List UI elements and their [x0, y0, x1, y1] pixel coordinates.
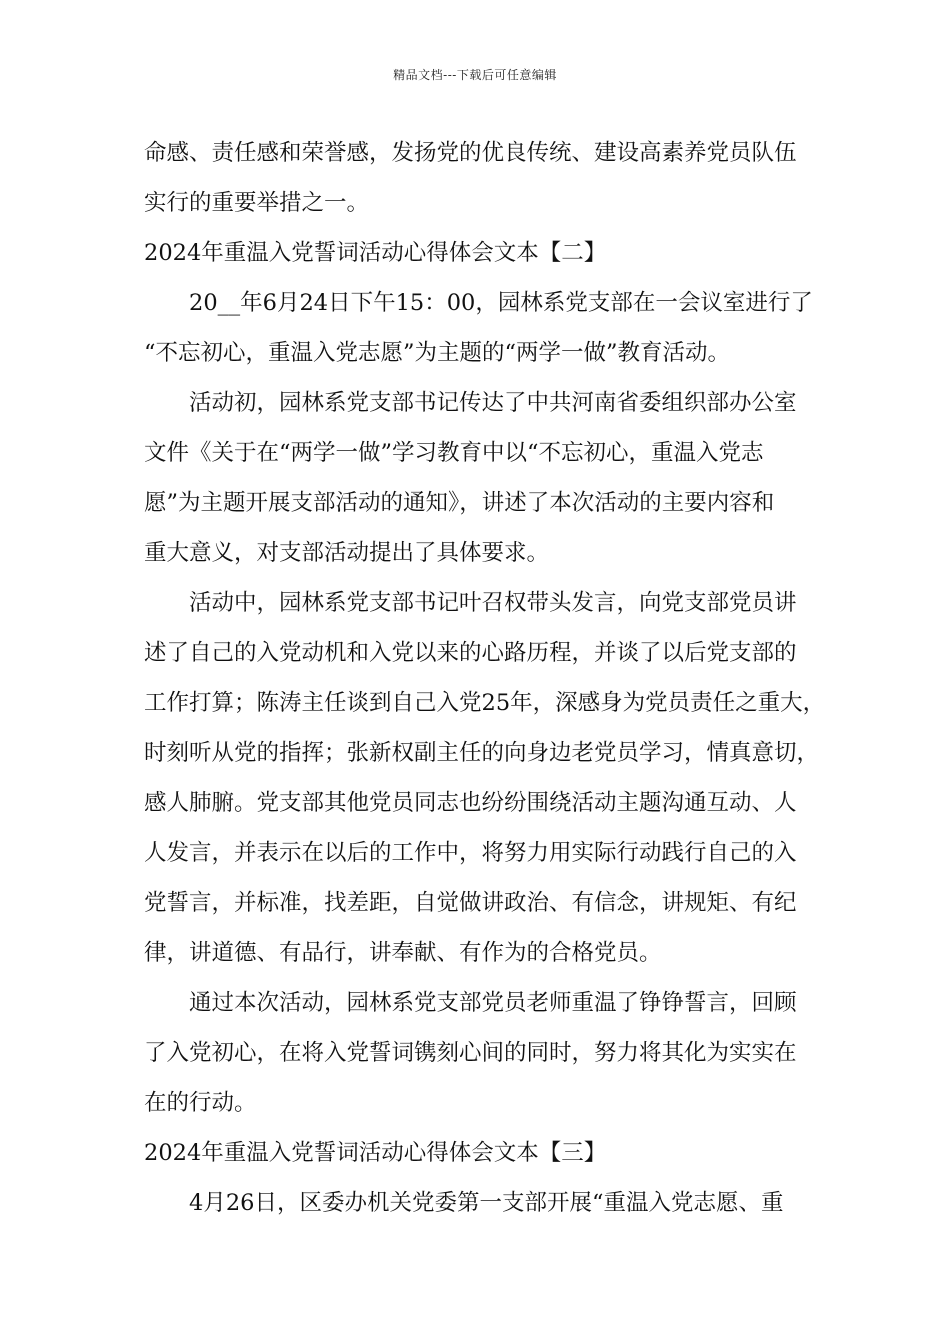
paragraph-conclusion: [144, 978, 809, 1128]
text-line: “不忘初心，重温入党志愿”为主题的“两学一做”教育活动。: [144, 340, 731, 366]
heading-text: 2024年重温入党誓词活动心得体会文本【三】: [144, 1140, 607, 1166]
section-heading-3: [144, 1128, 809, 1178]
section-heading-2: [144, 228, 809, 278]
text-line: 人发言，并表示在以后的工作中，将努力用实际行动践行自己的入: [144, 840, 797, 866]
text-line: 通过本次活动，园林系党支部党员老师重温了铮铮誓言，回顾: [189, 990, 797, 1016]
text-line: 工作打算；陈涛主任谈到自己入党25年，深感身为党员责任之重大，: [144, 690, 826, 716]
text-line: 文件《关于在“两学一做”学习教育中以“不忘初心，重温入党志: [144, 440, 764, 466]
text-line: 实行的重要举措之一。: [144, 190, 370, 216]
paragraph-continued: [144, 128, 809, 228]
paragraph-section-3-start: [144, 1178, 809, 1228]
text-line: 党誓言，并标准，找差距，自觉做讲政治、有信念，讲规矩、有纪: [144, 890, 797, 916]
text-line: 重大意义，对支部活动提出了具体要求。: [144, 540, 550, 566]
text-line: 律，讲道德、有品行，讲奉献、有作为的合格党员。: [144, 940, 662, 966]
text-line: 在的行动。: [144, 1090, 257, 1116]
text-line: 20__年6月24日下午15：00，园林系党支部在一会议室进行了: [189, 290, 813, 316]
heading-text: 2024年重温入党誓词活动心得体会文本【二】: [144, 240, 607, 266]
paragraph-activity-middle: [144, 578, 826, 978]
text-line: 活动初，园林系党支部书记传达了中共河南省委组织部办公室: [189, 390, 797, 416]
paragraph-event-intro: [144, 278, 813, 378]
text-line: 4月26日，区委办机关党委第一支部开展“重温入党志愿、重: [189, 1190, 784, 1216]
text-line: 述了自己的入党动机和入党以来的心路历程，并谈了以后党支部的: [144, 640, 797, 666]
text-line: 感人肺腑。党支部其他党员同志也纷纷围绕活动主题沟通互动、人: [144, 790, 797, 816]
page-header: 精品文档---下载后可任意编辑: [393, 68, 557, 82]
paragraph-activity-start: [144, 378, 809, 578]
text-line: 时刻听从党的指挥；张新权副主任的向身边老党员学习，情真意切，: [144, 740, 820, 766]
text-line: 了入党初心，在将入党誓词镌刻心间的同时，努力将其化为实实在: [144, 1040, 797, 1066]
text-line: 活动中，园林系党支部书记叶召权带头发言，向党支部党员讲: [189, 590, 797, 616]
document-body: [144, 128, 826, 1228]
text-line: 愿”为主题开展支部活动的通知》，讲述了本次活动的主要内容和: [144, 490, 775, 516]
text-line: 命感、责任感和荣誉感，发扬党的优良传统、建设高素养党员队伍: [144, 140, 797, 166]
